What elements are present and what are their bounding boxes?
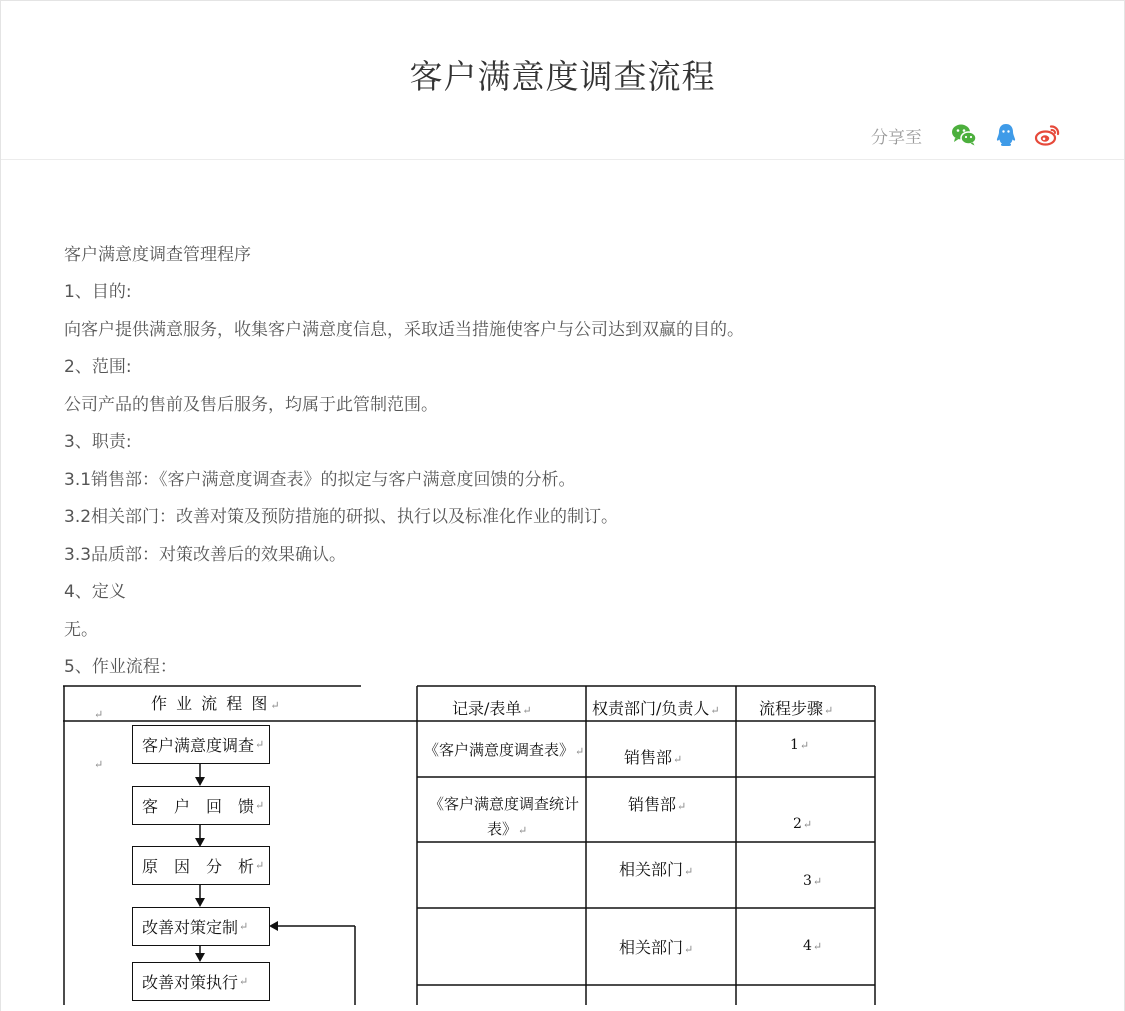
article-body: [64, 242, 1064, 692]
owner-cell: 销售部↵: [624, 748, 683, 767]
paragraph: 4、定义: [64, 582, 126, 602]
flowchart-header-step: 流程步骤↵: [759, 699, 834, 718]
paragraph: 1、目的:: [64, 282, 132, 302]
flow-step-analysis: 原 因 分 析 ↵: [132, 846, 270, 885]
paragraph: 无。: [64, 619, 98, 640]
flow-step-feedback: 客 户 回 馈 ↵: [132, 786, 270, 825]
paragraph: 2、范围:: [64, 357, 132, 377]
paragraph: 公司产品的售前及售后服务，均属于此管制范围。: [64, 394, 438, 415]
qq-icon[interactable]: [992, 121, 1020, 149]
paragraph: 5、作业流程：: [64, 657, 177, 677]
paragraph: 3.1销售部：《客户满意度调查表》的拟定与客户满意度回馈的分析。: [64, 469, 576, 490]
paragraph-mark: ↵: [94, 758, 104, 771]
step-cell: 3↵: [803, 873, 823, 889]
owner-cell: 销售部↵: [628, 795, 687, 814]
flow-step-survey: 客户满意度调查 ↵: [132, 725, 270, 764]
owner-cell: 相关部门↵: [619, 860, 694, 879]
flow-step-plan: 改善对策定制 ↵: [132, 907, 270, 946]
weibo-icon[interactable]: [1034, 121, 1062, 149]
record-cell: 《客户满意度调查表》↵: [424, 741, 585, 759]
page-title: 客户满意度调查流程: [409, 57, 716, 96]
paragraph: 3.2相关部门：改善对策及预防措施的研拟、执行以及标准化作业的制订。: [64, 507, 619, 527]
flowchart-image: [63, 685, 878, 1005]
step-cell: 1↵: [790, 737, 810, 753]
paragraph: 3、职责:: [64, 432, 132, 452]
share-bar: [871, 121, 1062, 149]
paragraph-mark: ↵: [94, 708, 104, 721]
article-header: [1, 1, 1124, 160]
flowchart-header-records: 记录/表单↵: [452, 699, 532, 718]
flowchart-header-chart: 作 业 流 程 图↵: [151, 694, 282, 713]
paragraph: 向客户提供满意服务，收集客户满意度信息，采取适当措施使客户与公司达到双赢的目的。: [64, 319, 744, 340]
owner-cell: 相关部门↵: [619, 938, 694, 957]
share-label: 分享至: [871, 127, 922, 148]
paragraph: 客户满意度调查管理程序: [64, 245, 251, 265]
step-cell: 2↵: [793, 816, 813, 832]
wechat-icon[interactable]: [950, 121, 978, 149]
record-cell: 表》↵: [487, 820, 528, 838]
paragraph: 3.3品质部：对策改善后的效果确认。: [64, 544, 347, 565]
step-cell: 4↵: [803, 938, 823, 954]
flow-step-execute: 改善对策执行 ↵: [132, 962, 270, 1001]
flowchart-header-owner: 权责部门/负责人↵: [592, 699, 720, 718]
record-cell: 《客户满意度调查统计: [429, 795, 580, 813]
